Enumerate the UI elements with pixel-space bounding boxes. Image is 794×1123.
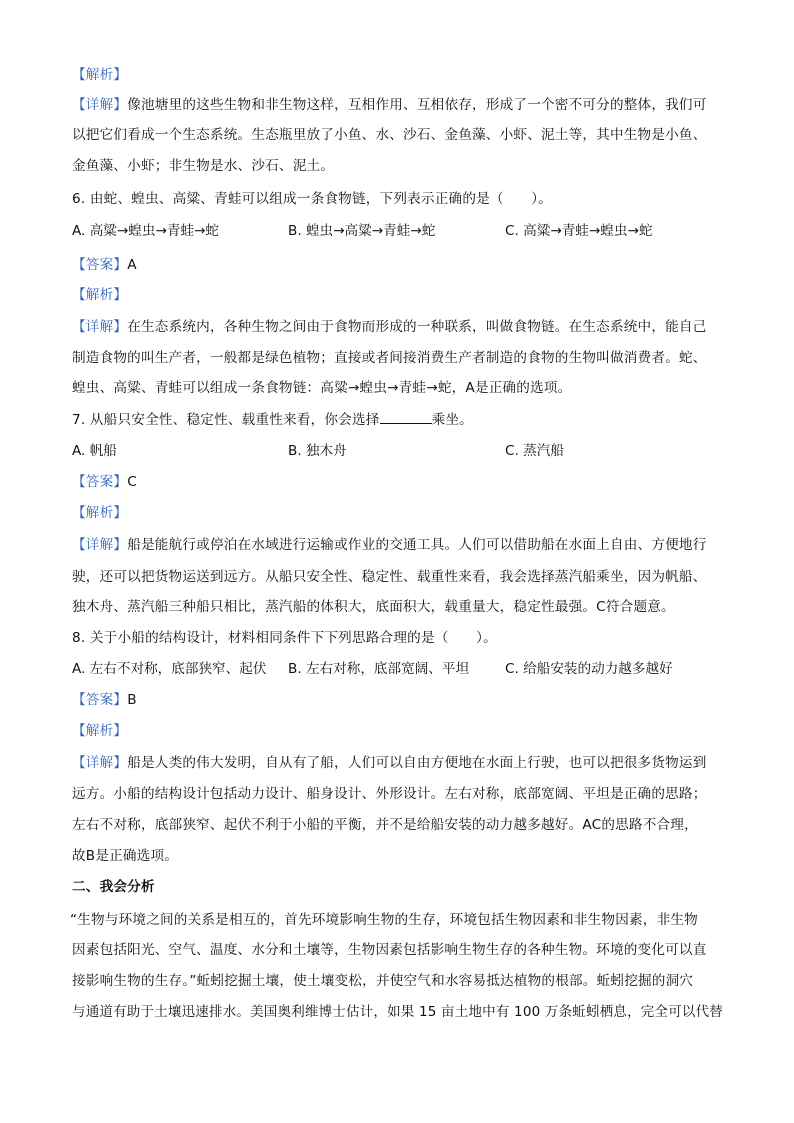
detail-line: 【详解】在生态系统内，各种生物之间由于食物而形成的一种联系，叫做食物链。在生态系统中，能自己 bbox=[72, 319, 707, 335]
detail-line: 【详解】船是能航行或停泊在水域进行运输或作业的交通工具。人们可以借助船在水面上自由、方便地行 bbox=[72, 537, 707, 553]
detail-line: 左右不对称，底部狭窄、起伏不利于小船的平衡，并不是给船安装的动力越多越好。AC的思路不合理， bbox=[72, 817, 698, 833]
q7-option-b: B. 独木舟 bbox=[288, 443, 347, 459]
section-heading: 二、我会分析 bbox=[72, 879, 155, 895]
q8-option-a: A. 左右不对称，底部狭窄、起伏 bbox=[72, 661, 267, 677]
analysis-tag: 【解析】 bbox=[72, 287, 128, 303]
analysis-tag: 【解析】 bbox=[72, 67, 128, 83]
q8-option-c: C. 给船安装的动力越多越好 bbox=[505, 661, 673, 677]
q8-answer: 【答案】B bbox=[72, 692, 137, 708]
detail-line: 金鱼藻、小虾；非生物是水、沙石、泥土。 bbox=[72, 158, 335, 174]
passage-line: 与通道有助于土壤迅速排水。美国奥利维博士估计，如果 15 亩土地中有 100 万条蚯蚓栖息，完全可以代替 bbox=[72, 1004, 724, 1020]
detail-line: 故B是正确选项。 bbox=[72, 848, 179, 864]
detail-line: 独木舟、蒸汽船三种船只相比，蒸汽船的体积大，底面积大，载重量大，稳定性最强。C符合题意。 bbox=[72, 599, 675, 615]
question-8-stem: 8. 关于小船的结构设计，材料相同条件下下列思路合理的是（ ）。 bbox=[72, 630, 497, 646]
q6-option-a: A. 高粱→蝗虫→青蛙→蛇 bbox=[72, 223, 220, 239]
detail-line: 【详解】像池塘里的这些生物和非生物这样，互相作用、互相依存，形成了一个密不可分的整体，我们可 bbox=[72, 97, 707, 113]
detail-line: 【详解】船是人类的伟大发明，自从有了船，人们可以自由方便地在水面上行驶，也可以把很多货物运到 bbox=[72, 755, 707, 771]
q6-option-c: C. 高粱→青蛙→蝗虫→蛇 bbox=[505, 223, 653, 239]
passage-line: 因素包括阳光、空气、温度、水分和土壤等，生物因素包括影响生物生存的各种生物。环境的变化可以直 bbox=[72, 942, 707, 958]
answer-blank bbox=[380, 410, 432, 424]
detail-line: 蝗虫、高粱、青蛙可以组成一条食物链：高粱→蝗虫→青蛙→蛇，A是正确的选项。 bbox=[72, 380, 572, 396]
question-6-stem: 6. 由蛇、蝗虫、高粱、青蛙可以组成一条食物链，下列表示正确的是（ ）。 bbox=[72, 191, 553, 207]
q7-option-a: A. 帆船 bbox=[72, 443, 117, 459]
detail-line: 以把它们看成一个生态系统。生态瓶里放了小鱼、水、沙石、金鱼藻、小虾、泥土等，其中生物是小鱼、 bbox=[72, 127, 707, 143]
q8-option-b: B. 左右对称，底部宽阔、平坦 bbox=[288, 661, 470, 677]
q7-option-c: C. 蒸汽船 bbox=[505, 443, 564, 459]
q6-option-b: B. 蝗虫→高粱→青蛙→蛇 bbox=[288, 223, 436, 239]
question-7-stem: 7. 从船只安全性、稳定性、载重性来看，你会选择 乘坐。 bbox=[72, 412, 473, 428]
q7-answer: 【答案】C bbox=[72, 474, 137, 490]
detail-line: 远方。小船的结构设计包括动力设计、船身设计、外形设计。左右对称，底部宽阔、平坦是正确的思路； bbox=[72, 786, 707, 802]
detail-line: 制造食物的叫生产者，一般都是绿色植物；直接或者间接消费生产者制造的食物的生物叫做消费者。蛇、 bbox=[72, 350, 707, 366]
detail-line: 驶，还可以把货物运送到远方。从船只安全性、稳定性、载重性来看，我会选择蒸汽船乘坐，因为帆船、 bbox=[72, 569, 707, 585]
passage-line: “生物与环境之间的关系是相互的，首先环境影响生物的生存，环境包括生物因素和非生物因素，非生物 bbox=[70, 912, 698, 928]
analysis-tag: 【解析】 bbox=[72, 505, 128, 521]
passage-line: 接影响生物的生存。”蚯蚓挖掘土壤，使土壤变松，并使空气和水容易抵达植物的根部。蚯蚓挖掘的洞穴 bbox=[72, 973, 694, 989]
analysis-tag: 【解析】 bbox=[72, 723, 128, 739]
q6-answer: 【答案】A bbox=[72, 257, 137, 273]
